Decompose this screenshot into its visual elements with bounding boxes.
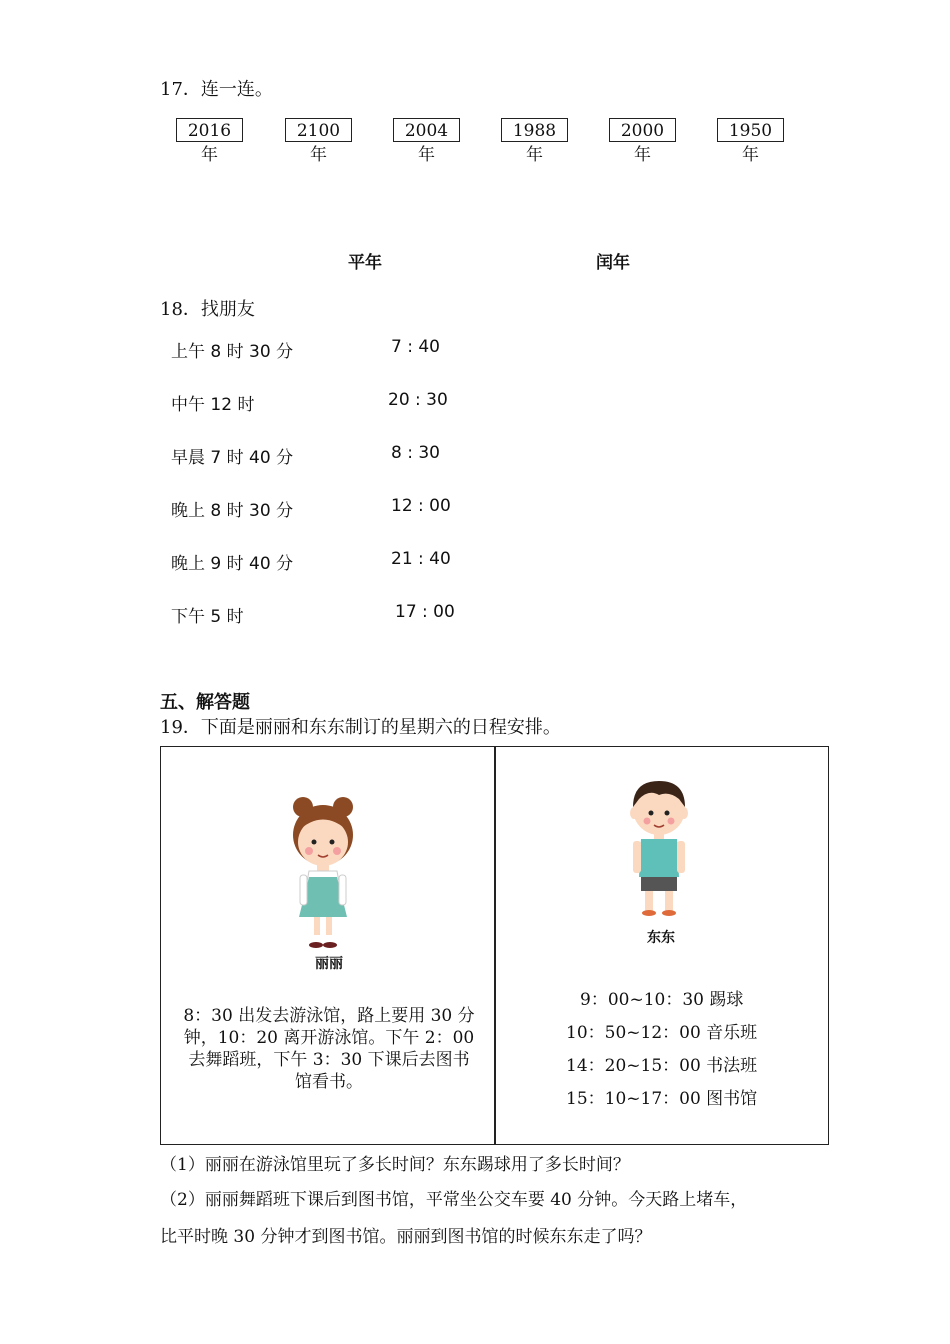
clock-time: 21 : 40: [391, 549, 451, 569]
clock-time: 17 : 00: [395, 602, 455, 622]
year-box: 1988 年: [501, 118, 568, 142]
time-phrase: 早晨 7 时 40 分: [171, 448, 294, 468]
lili-line: 8：30 出发去游泳馆，路上要用 30 分: [183, 1006, 475, 1026]
dongdong-caption: 东东: [647, 930, 675, 946]
lili-schedule-text: [173, 1005, 485, 1093]
clock-time: 12 : 00: [391, 496, 451, 516]
category-common-year: 平年: [348, 253, 382, 273]
year-box: 1950 年: [717, 118, 784, 142]
girl-illustration: [273, 787, 373, 967]
clock-time: 20 : 30: [388, 390, 448, 410]
lili-line: 馆看书。: [295, 1072, 363, 1092]
sub-question-2-line1: （2）丽丽舞蹈班下课后到图书馆，平常坐公交车要 40 分钟。今天路上堵车，: [160, 1190, 748, 1210]
lili-line: 去舞蹈班，下午 3：30 下课后去图书: [188, 1050, 470, 1070]
clock-time: 8 : 30: [391, 443, 440, 463]
year-box: 2100 年: [285, 118, 352, 142]
clock-time: 7 : 40: [391, 337, 440, 357]
time-phrase: 下午 5 时: [171, 607, 244, 627]
time-phrase: 晚上 9 时 40 分: [171, 554, 294, 574]
year-box: 2016 年: [176, 118, 243, 142]
lili-caption: 丽丽: [315, 956, 343, 972]
sub-question-2-line2: 比平时晚 30 分钟才到图书馆。丽丽到图书馆的时候东东走了吗？: [160, 1227, 652, 1247]
schedule-table: [160, 746, 829, 1145]
q17-title: 17．连一连。: [160, 79, 273, 100]
time-phrase: 晚上 8 时 30 分: [171, 501, 294, 521]
time-phrase: 中午 12 时: [171, 395, 255, 415]
dongdong-schedule-item: 14：20~15：00 书法班: [566, 1056, 758, 1076]
sub-question-1: （1）丽丽在游泳馆里玩了多长时间？东东踢球用了多长时间？: [160, 1155, 630, 1175]
section-title: 五、解答题: [160, 692, 250, 713]
table-divider: [494, 747, 496, 1144]
dongdong-schedule-item: 10：50~12：00 音乐班: [566, 1023, 758, 1043]
boy-illustration: [619, 777, 699, 927]
year-box: 2000 年: [609, 118, 676, 142]
q18-title: 18．找朋友: [160, 299, 255, 320]
time-phrase: 上午 8 时 30 分: [171, 342, 294, 362]
dongdong-schedule-item: 9：00~10：30 踢球: [580, 990, 744, 1010]
q19-title: 19．下面是丽丽和东东制订的星期六的日程安排。: [160, 717, 561, 738]
category-leap-year: 闰年: [596, 253, 630, 273]
lili-line: 钟，10：20 离开游泳馆。下午 2：00: [183, 1028, 475, 1048]
dongdong-schedule-item: 15：10~17：00 图书馆: [566, 1089, 758, 1109]
year-box: 2004 年: [393, 118, 460, 142]
